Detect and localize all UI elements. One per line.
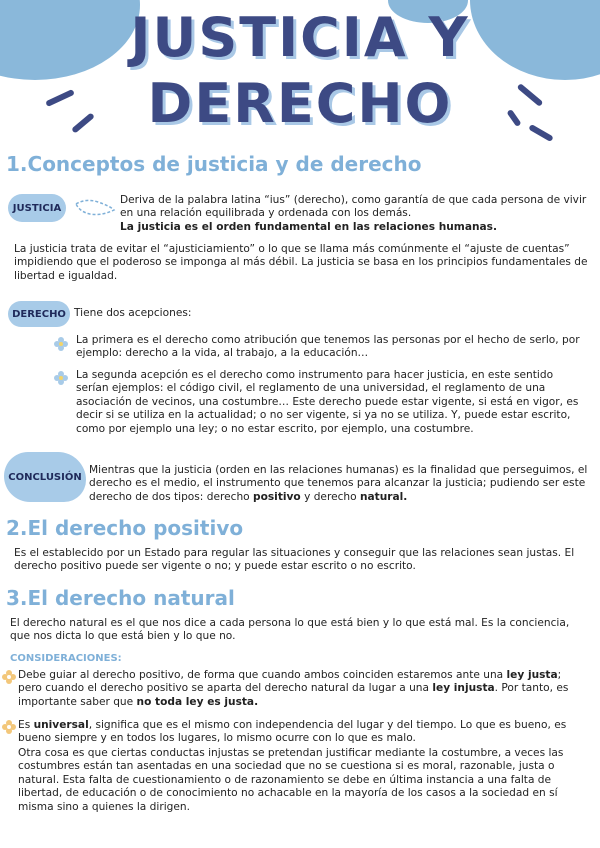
section2-title: 2.El derecho positivo [6,516,244,540]
justicia-definition-text: Deriva de la palabra latina “ius” (derecho), como garantía de que cada persona de vivir en una relación equilibrada y ordenada con los demás. [120,194,587,220]
derecho-item-2: La segunda acepción es el derecho como instrumento para hacer justicia, en este sentido serían ejemplos: el código civil, el reglamento de una universidad, el reglamento de una asociación de vecinos, una costumbre… Este derecho puede estar vigente, si está en vigor, es decir si se utiliza en la actualidad; o no ser vigente, si ya no se utiliza. Y, puede estar escrito, como por ejemplo una ley; o no estar escrito, por ejemplo, una costumbre. [76,369,579,435]
item1-no-toda-ley: no toda ley es justa. [136,695,259,708]
conclusion-text-a: Mientras que la justicia (orden en las relaciones humanas) es la finalidad que perseguimos, el derecho es el medio, el instrumento que tenemos para alcanzar la justicia; pudiendo ser este derecho de dos tipos: derecho [89,464,588,503]
dashed-arrow-icon [72,196,118,220]
flower-icon [54,337,68,351]
section1-title: 1.Conceptos de justicia y de derecho [6,152,422,176]
item1-text-a: Debe guiar al derecho positivo, de forma que cuando ambos coinciden estaremos ante una [18,669,507,681]
consideration-item-1 [18,669,588,709]
justicia-tag: JUSTICIA [8,194,66,222]
page-title-line2: DERECHO [147,72,453,135]
flower-icon [2,720,16,734]
item2-text-a: Es [18,719,34,731]
item1-ley-justa: ley justa [506,669,558,681]
conclusion-bold-positivo: positivo [253,490,301,503]
flower-icon [54,371,68,385]
justicia-definition-bold: La justicia es el orden fundamental en las relaciones humanas. [120,220,497,233]
section3-text: El derecho natural es el que nos dice a cada persona lo que está bien y lo que está mal. Es la conciencia, que nos dicta lo que está bien y lo que no. [10,617,570,643]
derecho-tag: DERECHO [8,301,70,327]
item2-universal: universal [33,719,89,731]
derecho-item-1: La primera es el derecho como atribución que tenemos las personas por el hecho de serlo, por ejemplo: derecho a la vida, al trabajo, a la educación… [76,334,580,360]
considerations-label: CONSIDERACIONES: [10,653,122,664]
item1-ley-injusta: ley injusta [432,682,495,695]
closing-paragraph: Otra cosa es que ciertas conductas injustas se pretendan justificar mediante la costumbre, a veces las costumbres están tan asentadas en una sociedad que no se cuestiona si es moral, razonable, justa o natural. Esta falta de cuestionamiento o de razonamiento se debe en última instancia a una falta de libertad, de educación o de conocimiento no achacable en la mayoría de los casos a la sociedad en sí misma sino a quienes la dirigen. [18,747,564,813]
item1-text-e: . Por tanto, es importante saber que [18,682,569,708]
page-title-line1: JUSTICIA Y [130,6,470,69]
consideration-item-2 [18,719,588,746]
item1-text-c: ; pero cuando el derecho positivo se aparta del derecho natural da lugar a una [18,669,562,695]
conclusion-tag: CONCLUSIÓN [4,452,86,502]
section3-title: 3.El derecho natural [6,586,235,610]
conclusion-text-b: y derecho [300,490,360,503]
justicia-paragraph: La justicia trata de evitar el “ajusticiamiento” o lo que se llama más comúnmente el “ajuste de cuentas” impidiendo que el poderoso se imponga al más débil. La justicia se basa en los principios fundamentales de libertad e igualdad. [14,243,588,282]
flower-icon [2,670,16,684]
section2-text: Es el establecido por un Estado para regular las situaciones y conseguir que las relaciones sean justas. El derecho positivo puede ser vigente o no; y puede estar escrito o no escrito. [14,547,575,573]
conclusion-text [89,464,589,504]
justicia-definition [120,194,588,234]
conclusion-bold-natural: natural. [359,490,408,503]
item2-text-c: , significa que es el mismo con independencia del lugar y del tiempo. Lo que es bueno, es bueno siempre y en todos los lugares, lo mismo ocurre con lo que es malo. [18,719,567,745]
derecho-intro: Tiene dos acepciones: [74,307,192,319]
